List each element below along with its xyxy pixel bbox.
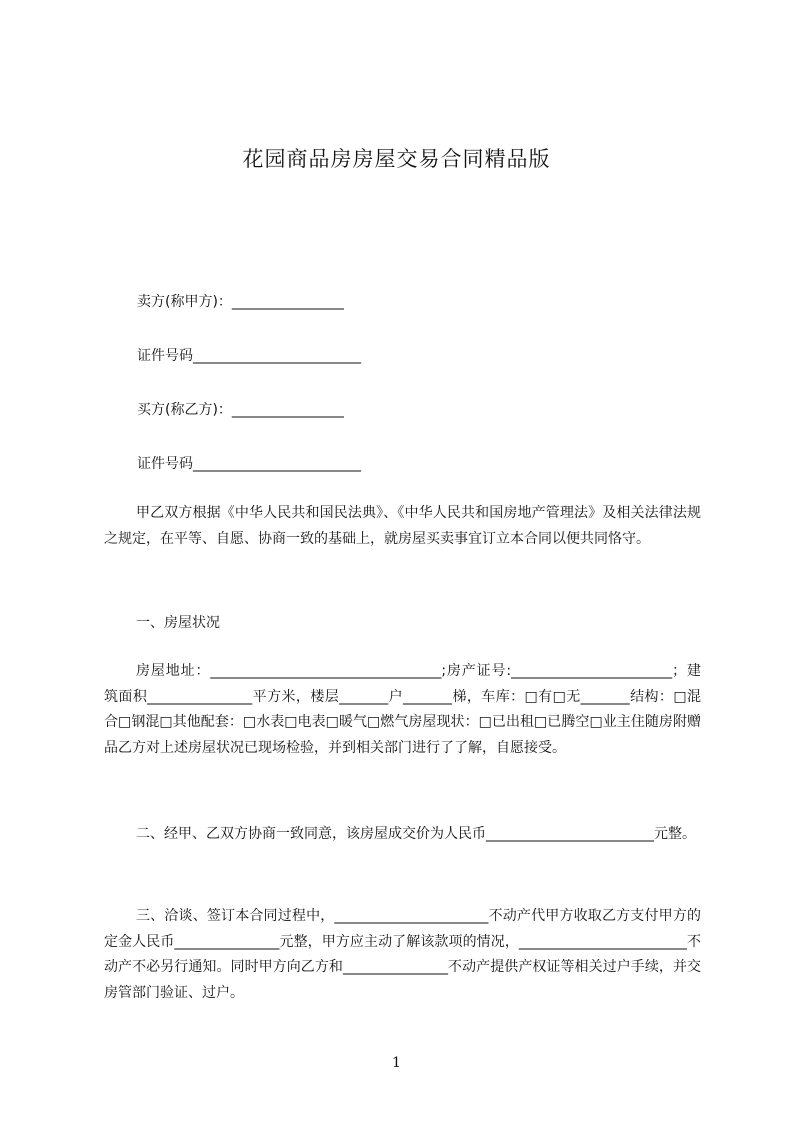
seller-id-line: 证件号码________________________: [137, 348, 361, 364]
section1-text: 房屋地址：_________________________________;房产证号:_______________________；建筑面积_______________平方米，楼层_______户_______梯，车库：□有□无_______结构：□混合□钢混□其他配套：□水表□电表□暖气□燃气房屋现状：□已出租□已腾空□业主住随房附赠品乙方对上述房屋状况已现场检验，并到相关部门进行了了解，自愿接受。: [104, 663, 701, 756]
section3-paragraph: [104, 904, 701, 1006]
page-number: 1: [392, 1055, 401, 1071]
seller-line: 卖方(称甲方)：________________: [137, 294, 344, 310]
buyer-id-line: 证件号码________________________: [137, 456, 361, 472]
section1-paragraph: [104, 659, 701, 761]
preamble-paragraph: [104, 501, 701, 552]
document-title: 花园商品房房屋交易合同精品版: [242, 147, 551, 171]
section2-text: 二、经甲、乙双方协商一致同意，该房屋成交价为人民币________________________元整。: [136, 826, 696, 842]
preamble-text: 甲乙双方根据《中华人民共和国民法典》、《中华人民共和国房地产管理法》及相关法律法规之规定，在平等、自愿、协商一致的基础上，就房屋买卖事宜订立本合同以便共同恪守。: [104, 505, 701, 547]
section3-text: 三、洽谈、签订本合同过程中，______________________不动产代甲方收取乙方支付甲方的定金人民币_______________元整，甲方应主动了解该款项的情况，________________________不动产不必另行通知。同时甲方向乙方和_______________不动产提供产权证等相关过户手续，并交房管部门验证、过户。: [104, 908, 701, 1001]
buyer-line: 买方(称乙方)：________________: [137, 402, 344, 418]
section2-paragraph: [104, 822, 701, 848]
section1-heading: 一、房屋状况: [136, 615, 220, 631]
